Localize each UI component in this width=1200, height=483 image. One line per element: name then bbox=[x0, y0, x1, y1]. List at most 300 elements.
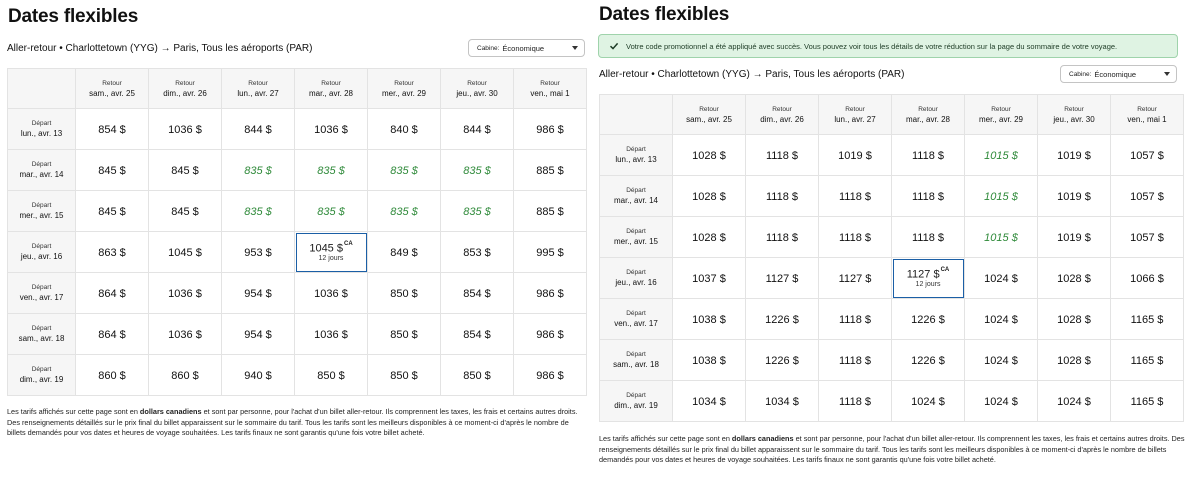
fare-cell[interactable] bbox=[441, 355, 514, 396]
fare-cell[interactable] bbox=[76, 109, 149, 150]
fare-price: 864 $ bbox=[98, 329, 126, 341]
fare-cell[interactable] bbox=[892, 217, 965, 258]
departure-date: lun., avr. 13 bbox=[20, 129, 63, 138]
fare-price: 1036 $ bbox=[314, 124, 348, 136]
fare-cell[interactable] bbox=[514, 150, 587, 191]
fare-price-lowest: 1015 $ bbox=[984, 191, 1018, 203]
grid-corner bbox=[600, 95, 673, 135]
fare-price: 1024 $ bbox=[984, 396, 1018, 408]
return-date-header bbox=[673, 95, 746, 135]
fare-price: 1226 $ bbox=[765, 355, 799, 367]
fare-cell[interactable] bbox=[441, 150, 514, 191]
return-date-header bbox=[295, 69, 368, 109]
fare-cell[interactable] bbox=[222, 314, 295, 355]
fare-price-lowest: 1015 $ bbox=[984, 232, 1018, 244]
departure-date-header bbox=[600, 340, 673, 381]
table-row bbox=[600, 135, 1184, 176]
fare-cell[interactable] bbox=[149, 314, 222, 355]
fare-price: 845 $ bbox=[171, 206, 199, 218]
fare-price-lowest: 835 $ bbox=[390, 206, 418, 218]
departure-date: sam., avr. 18 bbox=[613, 360, 659, 369]
fare-cell[interactable] bbox=[149, 273, 222, 314]
fare-price: 845 $ bbox=[98, 165, 126, 177]
fare-price: 986 $ bbox=[536, 124, 564, 136]
fare-cell[interactable] bbox=[368, 273, 441, 314]
fare-price: 1024 $ bbox=[984, 355, 1018, 367]
fare-cell[interactable] bbox=[295, 314, 368, 355]
fare-cell[interactable] bbox=[368, 191, 441, 232]
return-date-header bbox=[222, 69, 295, 109]
cabin-select[interactable] bbox=[468, 39, 585, 57]
fare-cell[interactable] bbox=[819, 135, 892, 176]
return-label: Retour bbox=[845, 105, 865, 113]
fare-price: 854 $ bbox=[463, 288, 491, 300]
fare-price: 1036 $ bbox=[168, 288, 202, 300]
fare-cell[interactable] bbox=[892, 135, 965, 176]
fare-cell[interactable] bbox=[222, 109, 295, 150]
fare-price: 1165 $ bbox=[1130, 314, 1164, 326]
table-row bbox=[8, 232, 587, 273]
fare-cell[interactable] bbox=[441, 314, 514, 355]
fare-price: 853 $ bbox=[463, 247, 491, 259]
fare-cell[interactable] bbox=[746, 340, 819, 381]
trip-type: Aller-retour bbox=[7, 43, 57, 54]
fare-price: 1066 $ bbox=[1130, 273, 1164, 285]
fare-price: 1127 $ bbox=[838, 273, 872, 285]
departure-label: Départ bbox=[626, 228, 646, 235]
fare-cell[interactable] bbox=[746, 135, 819, 176]
fare-price: 1165 $ bbox=[1130, 396, 1164, 408]
return-date-header bbox=[1111, 95, 1184, 135]
fare-cell[interactable] bbox=[746, 381, 819, 422]
fare-cell[interactable] bbox=[1111, 340, 1184, 381]
fare-cell[interactable] bbox=[965, 340, 1038, 381]
return-date: mar., avr. 28 bbox=[905, 114, 951, 124]
fare-cell[interactable] bbox=[965, 381, 1038, 422]
departure-date: mar., avr. 14 bbox=[19, 170, 64, 179]
fare-cell[interactable] bbox=[1038, 299, 1111, 340]
table-row bbox=[600, 299, 1184, 340]
fare-cell[interactable] bbox=[746, 217, 819, 258]
fare-price: 1036 $ bbox=[314, 288, 348, 300]
fare-cell[interactable] bbox=[746, 258, 819, 299]
fare-cell[interactable] bbox=[892, 381, 965, 422]
fare-cell[interactable] bbox=[76, 273, 149, 314]
fare-cell[interactable] bbox=[76, 355, 149, 396]
fare-price: 863 $ bbox=[98, 247, 126, 259]
fare-cell[interactable] bbox=[295, 150, 368, 191]
departure-date-header bbox=[600, 299, 673, 340]
return-date: sam., avr. 25 bbox=[686, 114, 732, 124]
fare-cell[interactable] bbox=[1111, 299, 1184, 340]
fare-price: 1024 $ bbox=[984, 314, 1018, 326]
fare-price: 1045 $ bbox=[309, 242, 343, 255]
departure-date: dim., avr. 19 bbox=[614, 401, 658, 410]
fare-price: 860 $ bbox=[171, 370, 199, 382]
departure-date-header bbox=[8, 232, 76, 273]
fare-price: 849 $ bbox=[390, 247, 418, 259]
fare-cell[interactable] bbox=[673, 299, 746, 340]
departure-label: Départ bbox=[626, 310, 646, 317]
fare-cell[interactable] bbox=[673, 258, 746, 299]
fare-cell[interactable] bbox=[222, 273, 295, 314]
fare-cell[interactable] bbox=[819, 258, 892, 299]
fare-cell[interactable] bbox=[76, 232, 149, 273]
fare-price: 845 $ bbox=[98, 206, 126, 218]
return-label: Retour bbox=[1064, 105, 1084, 113]
fare-price: 1118 $ bbox=[911, 191, 944, 203]
fare-cell[interactable] bbox=[441, 273, 514, 314]
fare-cell[interactable] bbox=[1038, 135, 1111, 176]
fare-cell[interactable] bbox=[892, 340, 965, 381]
return-label: Retour bbox=[102, 79, 122, 87]
fare-price: 1118 $ bbox=[911, 232, 944, 244]
departure-label: Départ bbox=[31, 161, 52, 168]
currency-code: CA bbox=[343, 241, 353, 248]
return-label: Retour bbox=[394, 79, 414, 87]
fare-price: 850 $ bbox=[390, 288, 418, 300]
fare-price-lowest: 1015 $ bbox=[984, 150, 1018, 162]
fare-cell[interactable] bbox=[514, 355, 587, 396]
fare-price: 1118 $ bbox=[838, 355, 871, 367]
fare-price: 885 $ bbox=[536, 206, 564, 218]
fare-cell[interactable] bbox=[1038, 258, 1111, 299]
fare-cell[interactable] bbox=[514, 232, 587, 273]
departure-date-header bbox=[600, 217, 673, 258]
departure-date-header bbox=[600, 258, 673, 299]
fare-price: 986 $ bbox=[536, 370, 564, 382]
departure-date: jeu., avr. 16 bbox=[20, 252, 63, 261]
fare-cell[interactable] bbox=[295, 191, 368, 232]
return-date-header bbox=[1038, 95, 1111, 135]
fare-price: 854 $ bbox=[463, 329, 491, 341]
fare-price: 995 $ bbox=[536, 247, 564, 259]
table-row bbox=[8, 191, 587, 232]
departure-date: mer., avr. 15 bbox=[19, 211, 64, 220]
fare-cell[interactable] bbox=[368, 232, 441, 273]
return-label: Retour bbox=[467, 79, 487, 87]
fare-price: 940 $ bbox=[244, 370, 272, 382]
fare-cell[interactable] bbox=[368, 314, 441, 355]
fare-cell[interactable] bbox=[673, 340, 746, 381]
fare-cell[interactable] bbox=[1038, 381, 1111, 422]
fare-cell[interactable] bbox=[149, 109, 222, 150]
return-date-header bbox=[368, 69, 441, 109]
fare-price: 1028 $ bbox=[1057, 314, 1091, 326]
trip-route bbox=[599, 69, 905, 80]
fare-price: 1037 $ bbox=[692, 273, 726, 285]
departure-date-header bbox=[8, 273, 76, 314]
departure-date: jeu., avr. 16 bbox=[615, 278, 657, 287]
cabin-label: Cabine: bbox=[477, 44, 500, 52]
fare-price: 1118 $ bbox=[911, 150, 944, 162]
fare-price-lowest: 835 $ bbox=[463, 206, 491, 218]
trip-length: 12 jours bbox=[915, 280, 941, 288]
fare-cell[interactable] bbox=[295, 273, 368, 314]
fare-price: 1036 $ bbox=[314, 329, 348, 341]
return-date: jeu., avr. 30 bbox=[456, 88, 498, 98]
fare-price: 1036 $ bbox=[168, 329, 202, 341]
return-label: Retour bbox=[248, 79, 268, 87]
fare-cell[interactable] bbox=[514, 109, 587, 150]
return-date: lun., avr. 27 bbox=[834, 114, 876, 124]
fare-price-lowest: 835 $ bbox=[317, 206, 345, 218]
fare-cell[interactable] bbox=[819, 381, 892, 422]
fare-price: 1034 $ bbox=[765, 396, 799, 408]
fare-price: 1038 $ bbox=[692, 314, 726, 326]
table-row bbox=[600, 258, 1184, 299]
fare-cell-selected[interactable] bbox=[295, 232, 368, 273]
trip-length: 12 jours bbox=[318, 254, 344, 262]
trip-type: Aller-retour bbox=[599, 69, 649, 80]
fare-cell[interactable] bbox=[441, 232, 514, 273]
departure-date-header bbox=[8, 109, 76, 150]
fare-cell[interactable] bbox=[222, 191, 295, 232]
fare-cell[interactable] bbox=[965, 217, 1038, 258]
chevron-down-icon bbox=[1164, 72, 1170, 76]
fare-cell[interactable] bbox=[222, 355, 295, 396]
route-cities: Charlottetown (YYG) → Paris, Tous les aéroports (PAR) bbox=[65, 43, 313, 54]
departure-date: ven., avr. 17 bbox=[19, 293, 64, 302]
return-date-header bbox=[746, 95, 819, 135]
fare-price: 1118 $ bbox=[765, 150, 798, 162]
departure-date-header bbox=[8, 191, 76, 232]
fare-price: 1028 $ bbox=[1057, 273, 1091, 285]
departure-date: lun., avr. 13 bbox=[615, 155, 657, 164]
fare-cell[interactable] bbox=[819, 217, 892, 258]
fare-disclaimer: Les tarifs affichés sur cette page sont en dollars canadiens et sont par personne, pour l'achat d'un billet aller-retour. Ils comprennent les taxes, les frais et certains autres droits. Des renseignements détaillés sur le prix final du billet apparaissent sur le sommaire du tarif. Tous les tarifs sont les meilleurs disponibles à ce moment-ci d'après le nombre de billets demandés pour vos dates et heures de voyage souhaitées. Les tarifs finaux ne sont garantis qu'une fois votre billet acheté. bbox=[599, 434, 1185, 464]
fare-price-lowest: 835 $ bbox=[463, 165, 491, 177]
departure-label: Départ bbox=[31, 202, 52, 209]
fare-cell[interactable] bbox=[368, 150, 441, 191]
return-label: Retour bbox=[321, 79, 341, 87]
fare-cell[interactable] bbox=[965, 135, 1038, 176]
fare-cell[interactable] bbox=[368, 355, 441, 396]
fare-price: 1127 $ bbox=[906, 268, 940, 281]
fare-price: 1057 $ bbox=[1130, 191, 1164, 203]
return-date-header bbox=[76, 69, 149, 109]
fare-price: 1019 $ bbox=[1057, 232, 1091, 244]
fare-price: 1038 $ bbox=[692, 355, 726, 367]
fare-price: 1028 $ bbox=[1057, 355, 1091, 367]
fare-cell[interactable] bbox=[222, 150, 295, 191]
departure-label: Départ bbox=[31, 120, 52, 127]
fare-price: 1118 $ bbox=[765, 191, 798, 203]
return-date-header bbox=[514, 69, 587, 109]
cabin-value: Économique bbox=[502, 43, 545, 53]
fare-price: 1127 $ bbox=[765, 273, 799, 285]
return-date-header bbox=[149, 69, 222, 109]
return-date: ven., mai 1 bbox=[530, 88, 570, 98]
page-title: Dates flexibles bbox=[599, 4, 730, 25]
fare-price: 840 $ bbox=[390, 124, 418, 136]
fare-cell[interactable] bbox=[1038, 217, 1111, 258]
grid-corner bbox=[8, 69, 76, 109]
fare-cell[interactable] bbox=[1038, 176, 1111, 217]
fare-cell[interactable] bbox=[746, 176, 819, 217]
table-row bbox=[8, 109, 587, 150]
fare-cell[interactable] bbox=[819, 176, 892, 217]
fare-cell[interactable] bbox=[149, 191, 222, 232]
fare-cell[interactable] bbox=[76, 191, 149, 232]
cabin-value: Économique bbox=[1094, 69, 1137, 79]
departure-date: mar., avr. 14 bbox=[613, 196, 659, 205]
departure-label: Départ bbox=[626, 351, 646, 358]
fare-price: 1028 $ bbox=[692, 191, 726, 203]
fare-cell[interactable] bbox=[673, 217, 746, 258]
fare-cell[interactable] bbox=[149, 355, 222, 396]
fare-price: 1028 $ bbox=[692, 150, 726, 162]
fare-price: 844 $ bbox=[244, 124, 272, 136]
fare-disclaimer: Les tarifs affichés sur cette page sont en dollars canadiens et sont par personne, pour l'achat d'un billet aller-retour. Ils comprennent les taxes, les frais et certains autres droits. Des renseignements détaillés sur le prix final du billet apparaissent sur le sommaire du tarif. Tous les tarifs sont les meilleurs disponibles à ce moment-ci d'après le nombre de billets demandés pour vos dates et heures de voyage souhaitées. Les tarifs finaux ne sont garantis qu'une fois votre billet acheté. bbox=[7, 407, 578, 437]
fare-cell[interactable] bbox=[76, 150, 149, 191]
departure-label: Départ bbox=[626, 269, 646, 276]
currency-code: CA bbox=[940, 267, 950, 274]
fare-cell[interactable] bbox=[149, 232, 222, 273]
return-date-header bbox=[892, 95, 965, 135]
fare-cell[interactable] bbox=[819, 299, 892, 340]
fare-cell[interactable] bbox=[1111, 381, 1184, 422]
return-date-header bbox=[441, 69, 514, 109]
return-label: Retour bbox=[699, 105, 719, 113]
promo-message: Votre code promotionnel a été appliqué avec succès. Vous pouvez voir tous les détails de votre réduction sur la page du sommaire de votre voyage. bbox=[626, 41, 1118, 51]
fare-cell[interactable] bbox=[222, 232, 295, 273]
fare-cell[interactable] bbox=[673, 381, 746, 422]
fare-price: 885 $ bbox=[536, 165, 564, 177]
fare-price: 860 $ bbox=[98, 370, 126, 382]
fare-price: 986 $ bbox=[536, 329, 564, 341]
table-row bbox=[8, 273, 587, 314]
departure-date: sam., avr. 18 bbox=[18, 334, 65, 343]
fare-price-lowest: 835 $ bbox=[317, 165, 345, 177]
fare-cell[interactable] bbox=[892, 176, 965, 217]
departure-date: ven., avr. 17 bbox=[614, 319, 658, 328]
departure-date-header bbox=[600, 176, 673, 217]
return-label: Retour bbox=[991, 105, 1011, 113]
return-date: ven., mai 1 bbox=[1127, 114, 1167, 124]
table-row bbox=[600, 217, 1184, 258]
fare-cell[interactable] bbox=[295, 109, 368, 150]
fare-price: 1118 $ bbox=[838, 232, 871, 244]
fare-price: 1118 $ bbox=[838, 396, 871, 408]
fare-cell[interactable] bbox=[1038, 340, 1111, 381]
fare-price: 1118 $ bbox=[765, 232, 798, 244]
departure-label: Départ bbox=[626, 146, 646, 153]
fare-price: 1024 $ bbox=[1057, 396, 1091, 408]
fare-cell[interactable] bbox=[76, 314, 149, 355]
fare-cell[interactable] bbox=[965, 299, 1038, 340]
fare-price: 1226 $ bbox=[765, 314, 799, 326]
check-icon bbox=[609, 41, 619, 51]
fare-cell[interactable] bbox=[295, 355, 368, 396]
departure-date-header bbox=[8, 150, 76, 191]
trip-route bbox=[7, 43, 313, 54]
fare-price: 1028 $ bbox=[692, 232, 726, 244]
fare-cell[interactable] bbox=[514, 273, 587, 314]
fare-cell[interactable] bbox=[1111, 217, 1184, 258]
cabin-select[interactable] bbox=[1060, 65, 1177, 83]
return-date: mar., avr. 28 bbox=[308, 88, 354, 98]
fare-cell[interactable] bbox=[746, 299, 819, 340]
fare-price: 1118 $ bbox=[838, 191, 871, 203]
return-label: Retour bbox=[1137, 105, 1157, 113]
fare-cell[interactable] bbox=[441, 109, 514, 150]
fare-cell[interactable] bbox=[1111, 176, 1184, 217]
departure-label: Départ bbox=[31, 366, 52, 373]
return-label: Retour bbox=[918, 105, 938, 113]
fare-cell[interactable] bbox=[149, 150, 222, 191]
route-separator: • bbox=[59, 43, 63, 54]
departure-label: Départ bbox=[31, 243, 52, 250]
fare-price: 1057 $ bbox=[1130, 150, 1164, 162]
cabin-label: Cabine: bbox=[1069, 70, 1092, 78]
table-row bbox=[8, 150, 587, 191]
route-separator: • bbox=[651, 69, 655, 80]
fare-price: 1118 $ bbox=[838, 314, 871, 326]
return-date: sam., avr. 25 bbox=[89, 88, 135, 98]
fare-price: 1057 $ bbox=[1130, 232, 1164, 244]
fare-cell[interactable] bbox=[1111, 135, 1184, 176]
fare-price: 1019 $ bbox=[1057, 150, 1091, 162]
fare-price: 1019 $ bbox=[838, 150, 872, 162]
return-date: dim., avr. 26 bbox=[163, 88, 207, 98]
fare-cell[interactable] bbox=[819, 340, 892, 381]
fare-cell[interactable] bbox=[965, 258, 1038, 299]
fare-cell[interactable] bbox=[1111, 258, 1184, 299]
fare-price: 1226 $ bbox=[911, 355, 945, 367]
fare-cell[interactable] bbox=[892, 299, 965, 340]
departure-date-header bbox=[600, 381, 673, 422]
fare-cell[interactable] bbox=[441, 191, 514, 232]
fare-cell[interactable] bbox=[368, 109, 441, 150]
fare-cell[interactable] bbox=[514, 191, 587, 232]
departure-label: Départ bbox=[31, 325, 52, 332]
return-date-header bbox=[965, 95, 1038, 135]
return-date: mer., avr. 29 bbox=[978, 114, 1024, 124]
return-label: Retour bbox=[175, 79, 195, 87]
fare-cell[interactable] bbox=[673, 176, 746, 217]
fare-price: 1019 $ bbox=[1057, 191, 1091, 203]
fare-cell-selected[interactable] bbox=[892, 258, 965, 299]
fare-cell[interactable] bbox=[673, 135, 746, 176]
fare-price: 1165 $ bbox=[1130, 355, 1164, 367]
route-cities: Charlottetown (YYG) → Paris, Tous les aéroports (PAR) bbox=[657, 69, 905, 80]
return-date: jeu., avr. 30 bbox=[1053, 114, 1095, 124]
departure-date-header bbox=[8, 355, 76, 396]
chevron-down-icon bbox=[572, 46, 578, 50]
fare-price-lowest: 835 $ bbox=[244, 165, 272, 177]
fare-price: 850 $ bbox=[390, 329, 418, 341]
table-row bbox=[600, 381, 1184, 422]
departure-label: Départ bbox=[31, 284, 52, 291]
departure-label: Départ bbox=[626, 392, 646, 399]
fare-cell[interactable] bbox=[965, 176, 1038, 217]
fare-price: 1024 $ bbox=[984, 273, 1018, 285]
return-date: lun., avr. 27 bbox=[237, 88, 279, 98]
fare-price: 850 $ bbox=[390, 370, 418, 382]
departure-date: mer., avr. 15 bbox=[613, 237, 659, 246]
fare-price-lowest: 835 $ bbox=[244, 206, 272, 218]
fare-price: 1024 $ bbox=[911, 396, 945, 408]
fare-cell[interactable] bbox=[514, 314, 587, 355]
table-row bbox=[8, 314, 587, 355]
fare-grid bbox=[599, 94, 1184, 422]
fare-price: 1226 $ bbox=[911, 314, 945, 326]
fare-price-lowest: 835 $ bbox=[390, 165, 418, 177]
fare-price: 1045 $ bbox=[168, 247, 202, 259]
return-date: mer., avr. 29 bbox=[381, 88, 427, 98]
fare-price: 1036 $ bbox=[168, 124, 202, 136]
